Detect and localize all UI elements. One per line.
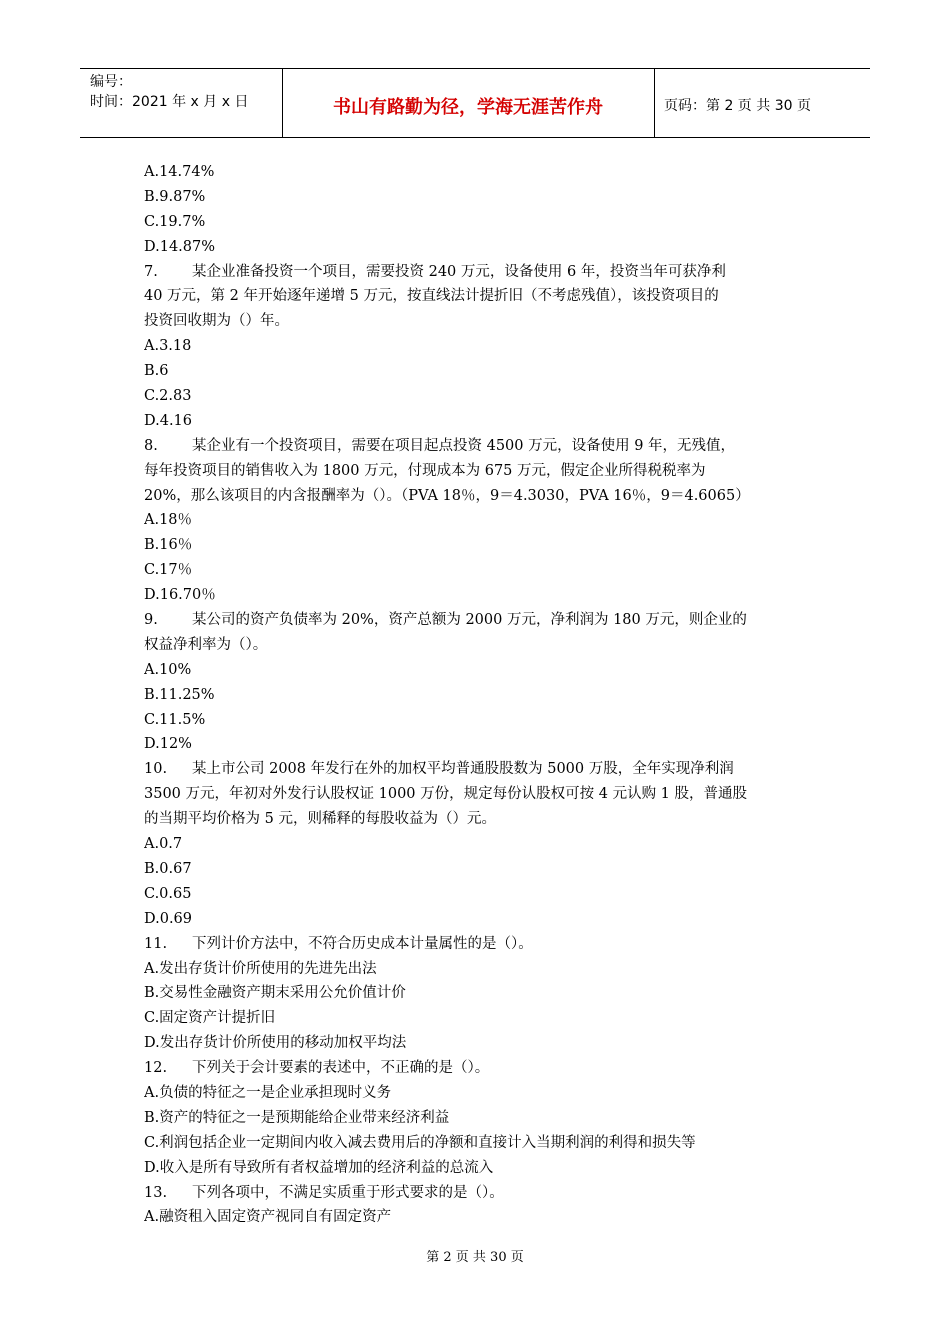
question-text: 下列关于会计要素的表述中，不正确的是（）。 <box>192 1060 490 1077</box>
question-line <box>144 1181 814 1206</box>
question-text-line: 每年投资项目的销售收入为 1800 万元，付现成本为 675 万元，假定企业所得税税率为 <box>144 462 706 479</box>
header-page-cell <box>654 69 870 137</box>
question-line <box>144 434 814 459</box>
question-text: 某公司的资产负债率为 20%，资产总额为 2000 万元，净利润为 180 万元，则企业的 <box>192 612 747 629</box>
answer-option: A.3.18 <box>144 338 192 355</box>
document-body <box>144 160 814 1230</box>
answer-option: A.10% <box>144 661 192 678</box>
time-label: 时间：2021 年 x 月 x 日 <box>90 94 249 110</box>
answer-option: C.固定资产计提折旧 <box>144 1010 276 1027</box>
question-text-line: 的当期平均价格为 5 元，则稀释的每股收益为（）元。 <box>144 811 496 828</box>
question-text-line: 20%，那么该项目的内含报酬率为（）。（PVA 18％，9＝4.3030，PVA 16％，9＝4.6065） <box>144 487 750 504</box>
question-text-line: 投资回收期为（）年。 <box>144 313 289 330</box>
answer-option: D.14.87% <box>144 238 216 255</box>
question-number: 13. <box>144 1184 168 1201</box>
motto: 书山有路勤为径，学海无涯苦作舟 <box>333 97 603 118</box>
header-meta-cell <box>80 69 283 137</box>
answer-option: B.资产的特征之一是预期能给企业带来经济利益 <box>144 1109 450 1126</box>
answer-option: C.17％ <box>144 562 193 579</box>
page-header <box>80 68 870 138</box>
question-number: 12. <box>144 1060 168 1077</box>
answer-option: C.0.65 <box>144 885 192 902</box>
answer-option: B.0.67 <box>144 860 192 877</box>
answer-option: A.负债的特征之一是企业承担现时义务 <box>144 1084 392 1101</box>
question-text: 某企业有一个投资项目，需要在项目起点投资 4500 万元，设备使用 9 年，无残值， <box>192 437 736 454</box>
header-motto-cell <box>282 69 655 137</box>
question-number: 8. <box>144 437 158 454</box>
question-number: 11. <box>144 935 168 952</box>
answer-option: C.11.5% <box>144 711 206 728</box>
answer-option: A.18％ <box>144 512 193 529</box>
answer-option: D.发出存货计价所使用的移动加权平均法 <box>144 1035 407 1052</box>
answer-option: D.16.70％ <box>144 587 216 604</box>
question-line <box>144 757 814 782</box>
question-text: 下列各项中，不满足实质重于形式要求的是（）。 <box>192 1184 504 1201</box>
answer-option: B.交易性金融资产期末采用公允价值计价 <box>144 985 406 1002</box>
answer-option: D.12% <box>144 736 192 753</box>
question-text: 某上市公司 2008 年发行在外的加权平均普通股股数为 5000 万股，全年实现净利润 <box>192 761 734 778</box>
question-line <box>144 932 814 957</box>
question-number: 9. <box>144 612 158 629</box>
answer-option: D.4.16 <box>144 412 193 429</box>
question-line <box>144 608 814 633</box>
page-info: 页码：第 2 页 共 30 页 <box>664 98 811 114</box>
question-text-line: 3500 万元，年初对外发行认股权证 1000 万份，规定每份认股权可按 4 元认购 1 股，普通股 <box>144 786 748 803</box>
answer-option: A.14.74% <box>144 164 215 180</box>
question-number: 7. <box>144 263 158 280</box>
question-text: 下列计价方法中，不符合历史成本计量属性的是（）。 <box>192 935 533 952</box>
answer-option: A.融资租入固定资产视同自有固定资产 <box>144 1209 392 1226</box>
page-footer: 第 2 页 共 30 页 <box>426 1250 524 1265</box>
answer-option: C.19.7% <box>144 213 206 230</box>
answer-option: A.0.7 <box>144 836 183 853</box>
question-text: 某企业准备投资一个项目，需要投资 240 万元，设备使用 6 年，投资当年可获净利 <box>192 263 726 280</box>
question-line <box>144 260 814 285</box>
answer-option: D.收入是所有导致所有者权益增加的经济利益的总流入 <box>144 1159 494 1176</box>
number-label: 编号： <box>90 74 132 90</box>
answer-option: B.9.87% <box>144 188 206 205</box>
answer-option: C.2.83 <box>144 388 192 405</box>
question-line <box>144 1056 814 1081</box>
answer-option: A.发出存货计价所使用的先进先出法 <box>144 960 377 977</box>
question-number: 10. <box>144 761 168 778</box>
answer-option: B.11.25% <box>144 686 215 703</box>
question-text-line: 权益净利率为（）。 <box>144 636 268 653</box>
question-text-line: 40 万元，第 2 年开始逐年递增 5 万元，按直线法计提折旧（不考虑残值），该投资项目的 <box>144 288 719 305</box>
answer-option: B.16％ <box>144 537 193 554</box>
answer-option: B.6 <box>144 363 169 380</box>
answer-option: D.0.69 <box>144 910 193 927</box>
answer-option: C.利润包括企业一定期间内收入减去费用后的净额和直接计入当期利润的利得和损失等 <box>144 1134 696 1151</box>
